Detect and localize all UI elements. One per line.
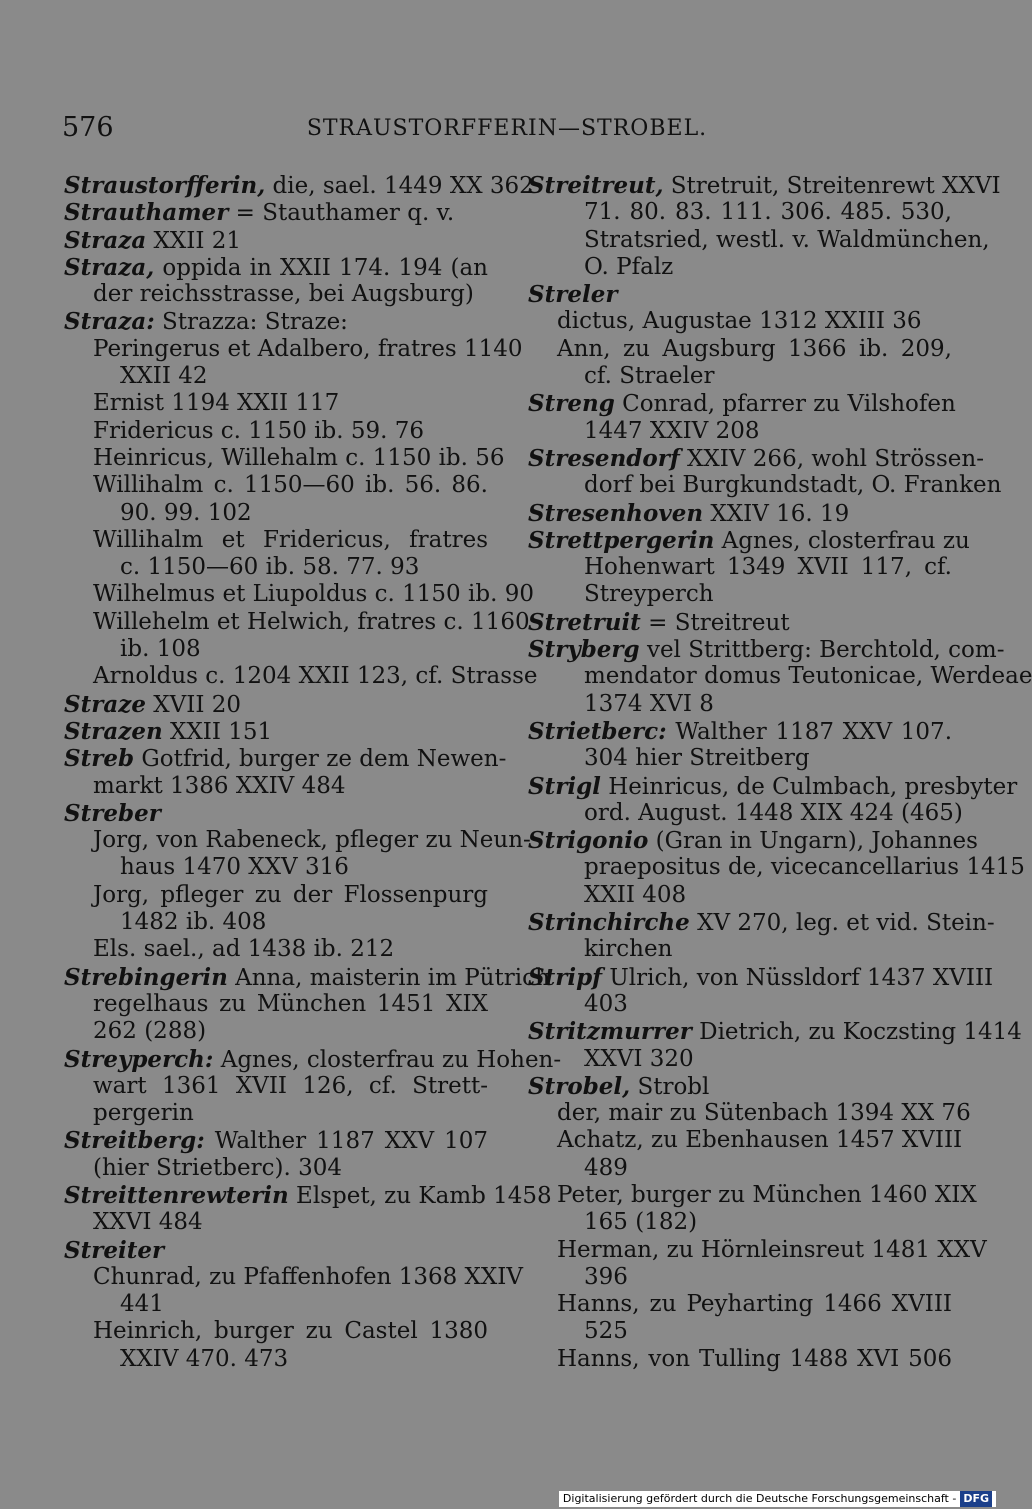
entry-line — [64, 1073, 488, 1100]
entry-text: 304 hier Streitberg — [584, 745, 810, 772]
entry-line — [64, 1155, 488, 1182]
entry-text: praepositus de, vicecancellarius 1415 — [584, 854, 1025, 881]
entry-text: Willehelm et Helwich, fratres c. 1160 — [93, 608, 530, 635]
entry-line — [64, 444, 505, 472]
entry-headword-line — [528, 1018, 1022, 1046]
entry-text: markt 1386 XXIV 484 — [93, 772, 346, 799]
entry-headword-line — [528, 281, 952, 308]
entry-text: Achatz, zu Ebenhausen 1457 XVIII — [557, 1127, 963, 1154]
entry-text: 90. 99. 102 — [120, 499, 252, 526]
headword: Streng — [528, 390, 615, 418]
headword: Straza, — [64, 253, 155, 281]
entry-line — [528, 418, 952, 445]
entry-line — [64, 1263, 523, 1291]
entry-text: 396 — [584, 1263, 628, 1290]
headword: Stresenhoven — [528, 499, 704, 527]
entry-headword-line — [528, 500, 952, 527]
headword: Strinchirche — [528, 909, 690, 937]
entry-text: XV 270, leg. et vid. Stein- — [689, 910, 995, 937]
entry-text: 489 — [584, 1154, 628, 1181]
entry-text: regelhaus zu München 1451 XIX — [93, 990, 488, 1017]
entry-line — [64, 581, 534, 608]
entry-text: Willihalm c. 1150—60 ib. 56. 86. — [93, 472, 488, 499]
headword: Stryberg — [528, 636, 640, 664]
entry-headword-line — [64, 745, 507, 773]
entry-text: 525 — [584, 1318, 628, 1345]
headword: Straza — [64, 226, 147, 254]
entry-text: Stratsried, westl. v. Waldmünchen, — [584, 226, 990, 253]
headword: Stretruit — [528, 608, 641, 636]
headword: Straze — [64, 690, 146, 718]
headword: Stresendorf — [528, 444, 680, 472]
entry-text: Jorg, von Rabeneck, pfleger zu Neun- — [93, 827, 531, 854]
entry-line — [64, 909, 488, 936]
entry-line — [64, 472, 488, 499]
entry-headword-line — [64, 800, 488, 827]
entry-line — [64, 500, 488, 527]
headword: Streittenrewterin — [64, 1181, 289, 1209]
entry-text: 262 (288) — [93, 1018, 207, 1045]
entry-text: XXII 408 — [584, 881, 687, 908]
entry-text: XXIV 266, wohl Strössen- — [679, 445, 984, 472]
entry-line — [64, 882, 488, 909]
entry-line — [528, 308, 952, 335]
entry-text: XVII 20 — [145, 691, 241, 718]
entry-headword-line — [64, 1181, 552, 1209]
entry-text: der, mair zu Sütenbach 1394 XX 76 — [557, 1100, 971, 1127]
entry-text: Streyperch — [584, 581, 714, 608]
entry-line — [528, 691, 952, 718]
entry-text: = Streitreut — [640, 609, 790, 636]
entry-text: ib. 108 — [120, 636, 201, 663]
entry-headword-line — [528, 1073, 952, 1100]
entry-text: 1447 XXIV 208 — [584, 417, 760, 444]
entry-text: ord. August. 1448 XIX 424 (465) — [584, 799, 963, 826]
entry-line — [64, 1100, 488, 1127]
headword: Straza: — [64, 308, 155, 336]
entry-line — [64, 827, 531, 854]
entry-line — [528, 936, 952, 963]
entry-headword-line — [528, 909, 995, 937]
entry-line — [528, 199, 952, 226]
entry-text: XXVI 484 — [93, 1209, 203, 1236]
entry-text: der reichsstrasse, bei Augsburg) — [93, 281, 474, 308]
entry-line — [64, 1209, 488, 1236]
entry-text: dorf bei Burgkundstadt, O. Franken — [584, 472, 1002, 499]
entry-text: Peringerus et Adalbero, fratres 1140 — [93, 335, 523, 362]
entry-text: Fridericus c. 1150 ib. 59. 76 — [93, 417, 425, 444]
entry-text: Strazza: Straze: — [154, 309, 348, 336]
headword: Streitberg: — [64, 1127, 205, 1155]
entry-line — [528, 1181, 977, 1209]
entry-line — [64, 554, 488, 581]
entry-line — [528, 472, 1002, 499]
entry-text: pergerin — [93, 1100, 194, 1127]
entry-text: 403 — [584, 990, 628, 1017]
entry-text: Walther 1187 XXV 107. — [666, 718, 952, 745]
entry-line — [528, 254, 952, 281]
headword: Straustorfferin, — [64, 172, 266, 199]
entry-text: 165 (182) — [584, 1209, 698, 1236]
entry-line — [528, 554, 952, 581]
entry-text: Herman, zu Hörnleinsreut 1481 XXV — [557, 1236, 987, 1263]
page-number: 576 — [62, 112, 114, 143]
entry-line — [64, 527, 488, 554]
entry-line — [64, 390, 488, 417]
entry-text: oppida in XXII 174. 194 (an — [154, 254, 488, 281]
entry-headword-line — [64, 691, 488, 718]
entry-line — [64, 773, 488, 800]
entry-line — [528, 663, 1032, 690]
headword: Strazen — [64, 717, 163, 745]
entry-line — [528, 799, 963, 827]
headword: Stripf — [528, 963, 603, 991]
entry-text: Dietrich, zu Koczsting 1414 — [691, 1019, 1022, 1046]
entry-line — [528, 1046, 952, 1073]
entry-headword-line — [528, 526, 970, 554]
headword: Streler — [528, 281, 618, 309]
entry-headword-line — [64, 963, 550, 991]
entry-line — [528, 226, 990, 254]
entry-text: Hanns, von Tulling 1488 XVI 506 — [557, 1345, 952, 1372]
headword: Strietberc: — [528, 717, 667, 745]
entry-text: Walther 1187 XXV 107 — [204, 1128, 488, 1155]
entry-text: Ulrich, von Nüssldorf 1437 XVIII — [602, 964, 994, 991]
headword: Streitreut, — [528, 172, 664, 199]
right-column — [528, 172, 1032, 1373]
entry-text: Wilhelmus et Liupoldus c. 1150 ib. 90 — [93, 581, 534, 608]
entry-text: Els. sael., ad 1438 ib. 212 — [93, 936, 395, 963]
entry-line — [64, 608, 530, 636]
entry-line — [528, 581, 952, 608]
entry-line — [64, 1346, 488, 1373]
footer-text: Digitalisierung gefördert durch die Deutsche Forschungsgemeinschaft - — [562, 1492, 957, 1505]
entry-line — [64, 854, 488, 881]
headword: Strigonio — [528, 827, 649, 855]
entry-line — [528, 336, 952, 363]
entry-line — [528, 1127, 963, 1154]
entry-headword-line — [64, 227, 488, 254]
entry-headword-line — [64, 718, 488, 745]
entry-text: vel Strittberg: Berchtold, com- — [639, 637, 1005, 664]
entry-text: dictus, Augustae 1312 XXIII 36 — [557, 308, 922, 335]
entry-line — [528, 745, 952, 772]
entry-text: Gotfrid, burger ze dem Newen- — [134, 746, 507, 773]
entry-headword-line — [64, 199, 488, 226]
headword: Strigl — [528, 772, 601, 800]
entry-headword-line — [528, 772, 1018, 800]
entry-headword-line — [528, 718, 952, 745]
entry-text: kirchen — [584, 936, 673, 963]
entry-text: Agnes, closterfrau zu Hohen- — [213, 1046, 562, 1073]
entry-headword-line — [64, 308, 488, 335]
entry-text: 1374 XVI 8 — [584, 690, 714, 717]
headword: Streb — [64, 745, 135, 773]
entry-line — [64, 936, 488, 963]
entry-line — [64, 418, 488, 445]
entry-text: wart 1361 XVII 126, cf. Strett- — [93, 1072, 488, 1099]
entry-text: XXII 151 — [162, 718, 273, 745]
entry-text: = Stauthamer q. v. — [228, 200, 455, 227]
headword: Stritzmurrer — [528, 1018, 692, 1046]
entry-headword-line — [528, 172, 1001, 199]
entry-text: Ernist 1194 XXII 117 — [93, 390, 340, 417]
entry-line — [64, 281, 488, 308]
entry-line — [528, 991, 952, 1018]
entry-text: Strobl — [630, 1073, 710, 1100]
entry-text: 1482 ib. 408 — [120, 909, 267, 936]
entry-headword-line — [528, 609, 952, 636]
headword: Streber — [64, 799, 161, 827]
entry-line — [64, 663, 538, 690]
entry-line — [528, 1236, 987, 1264]
entry-text: mendator domus Teutonicae, Werdeae — [584, 663, 1032, 690]
entry-headword-line — [64, 172, 534, 199]
entry-text: Stretruit, Streitenrewt XXVI — [663, 173, 1001, 199]
entry-line — [528, 882, 952, 909]
entry-headword-line — [528, 827, 978, 855]
entry-text: c. 1150—60 ib. 58. 77. 93 — [120, 554, 420, 581]
entry-text: Arnoldus c. 1204 XXII 123, cf. Strasse — [93, 663, 538, 690]
entry-headword-line — [64, 1045, 562, 1073]
entry-text: XXII 21 — [146, 227, 242, 254]
entry-line — [64, 636, 488, 663]
headword: Streiter — [64, 1236, 165, 1264]
entry-text: Conrad, pfarrer zu Vilshofen — [614, 391, 956, 418]
headword: Streyperch: — [64, 1045, 214, 1073]
headword: Strettpergerin — [528, 526, 715, 554]
entry-line — [64, 1291, 488, 1318]
entry-line — [64, 991, 488, 1018]
entry-text: 71. 80. 83. 111. 306. 485. 530, — [584, 199, 952, 226]
page-header — [62, 112, 952, 146]
entry-text: cf. Straeler — [584, 363, 715, 390]
entry-line — [528, 1318, 952, 1345]
left-column — [64, 172, 562, 1373]
entry-line — [64, 363, 488, 390]
entry-text: XXVI 320 — [584, 1045, 694, 1072]
entry-line — [528, 363, 952, 390]
entry-text: Jorg, pfleger zu der Flossenpurg — [93, 881, 488, 908]
entry-text: O. Pfalz — [584, 253, 674, 280]
entry-text: Ann, zu Augsburg 1366 ib. 209, — [557, 335, 952, 362]
entry-line — [528, 1100, 971, 1127]
entry-text: XXIV 470. 473 — [120, 1345, 289, 1372]
entry-text: die, sael. 1449 XX 362 — [265, 173, 534, 199]
entry-text: (hier Strietberc). 304 — [93, 1154, 342, 1181]
entry-headword-line — [64, 1127, 488, 1154]
entry-text: Anna, maisterin im Pütrich — [227, 964, 550, 991]
entry-line — [528, 1346, 952, 1373]
entry-text: Heinrich, burger zu Castel 1380 — [93, 1318, 488, 1345]
entry-line — [64, 1318, 488, 1345]
entry-text: 441 — [120, 1291, 164, 1318]
entry-text: XXIV 16. 19 — [703, 500, 850, 527]
entry-headword-line — [64, 1237, 488, 1264]
entry-text: Willihalm et Fridericus, fratres — [93, 526, 488, 553]
entry-line — [528, 854, 1025, 881]
entry-headword-line — [64, 254, 488, 281]
entry-headword-line — [528, 390, 956, 418]
entry-line — [64, 1018, 488, 1045]
entry-text: (Gran in Ungarn), Johannes — [648, 828, 978, 855]
entry-text: haus 1470 XXV 316 — [120, 854, 349, 881]
entry-text: Hohenwart 1349 XVII 117, cf. — [584, 554, 952, 581]
entry-line — [528, 1209, 952, 1236]
entry-text: Heinricus, de Culmbach, presbyter — [600, 773, 1018, 800]
entry-text: Hanns, zu Peyharting 1466 XVIII — [557, 1291, 952, 1318]
entry-headword-line — [528, 963, 994, 991]
entry-text: XXII 42 — [120, 363, 208, 390]
running-head: STRAUSTORFFERIN—STROBEL. — [306, 116, 708, 141]
entry-text: Chunrad, zu Pfaffenhofen 1368 XXIV — [93, 1263, 523, 1290]
entry-text: Elspet, zu Kamb 1458 — [288, 1182, 552, 1209]
entry-line — [528, 1155, 952, 1182]
headword: Strobel, — [528, 1072, 631, 1100]
entry-text: Peter, burger zu München 1460 XIX — [557, 1181, 977, 1208]
entry-text: Agnes, closterfrau zu — [714, 527, 970, 554]
headword: Strauthamer — [64, 199, 229, 227]
entry-line — [528, 1291, 952, 1318]
entry-text: Heinricus, Willehalm c. 1150 ib. 56 — [93, 444, 505, 471]
footer-credit — [559, 1491, 996, 1507]
entry-line — [528, 1264, 952, 1291]
entry-headword-line — [528, 444, 984, 472]
entry-line — [64, 335, 523, 363]
dfg-logo: DFG — [960, 1491, 992, 1507]
headword: Strebingerin — [64, 963, 228, 991]
entry-headword-line — [528, 636, 1005, 664]
